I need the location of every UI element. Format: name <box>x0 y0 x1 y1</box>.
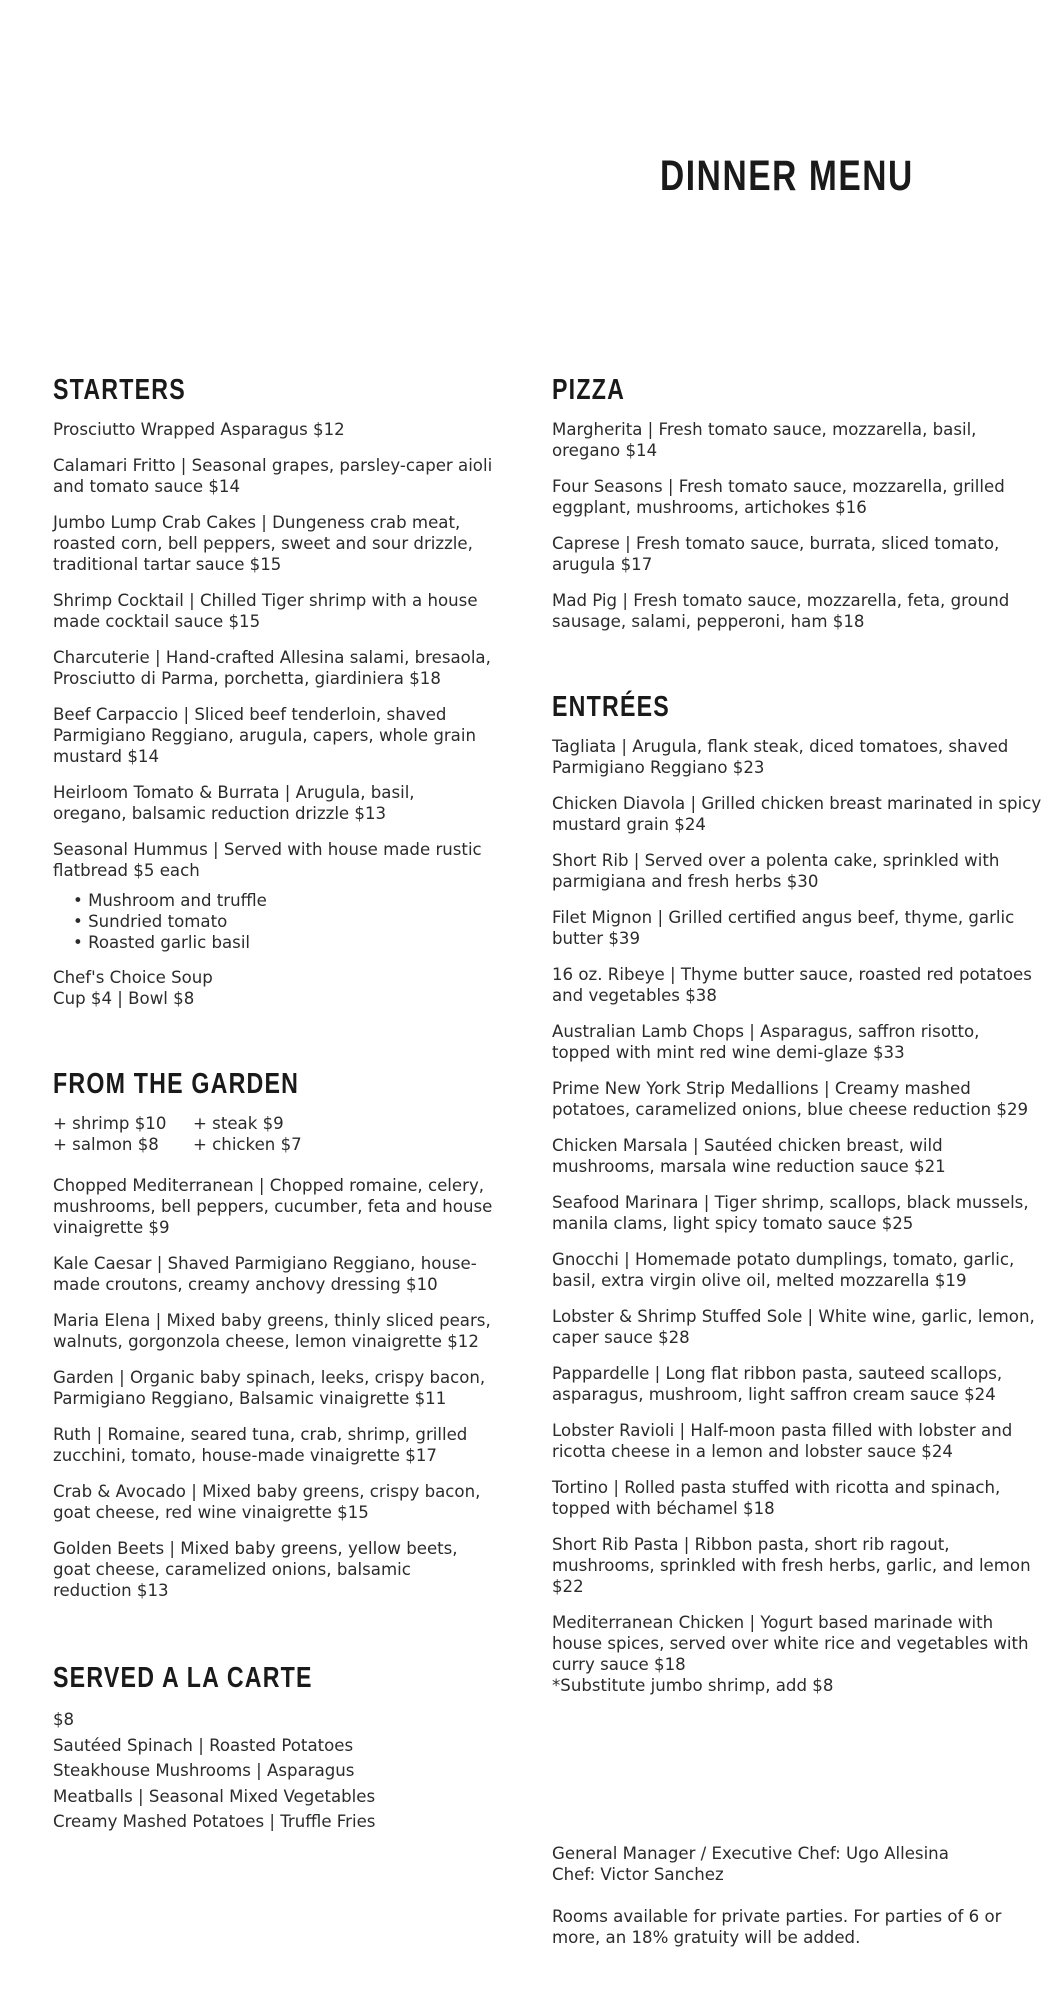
hummus-option: • Roasted garlic basil <box>73 932 493 953</box>
item-separator: | <box>649 1364 666 1383</box>
menu-item <box>53 512 493 575</box>
menu-item <box>53 1538 493 1601</box>
item-description: White wine, garlic, lemon, caper sauce $28 <box>552 1307 1035 1347</box>
item-description: Half-moon pasta filled with lobster and ricotta cheese in a lemon and lobster sauce $24 <box>552 1421 1013 1461</box>
item-description: Rolled pasta stuffed with ricotta and spinach, topped with béchamel $18 <box>552 1478 1001 1518</box>
item-name: Four Seasons <box>552 477 663 496</box>
item-name: Maria Elena <box>53 1311 151 1330</box>
menu-item <box>552 533 1042 575</box>
menu-item <box>53 647 493 689</box>
item-description: Mixed baby greens, yellow beets, goat cheese, caramelized onions, balsamic reduction $13 <box>53 1539 458 1600</box>
addon-item: + salmon $8 <box>53 1135 159 1154</box>
item-name: Seafood Marinara <box>552 1193 699 1212</box>
alacarte-line: Steakhouse Mushrooms | Asparagus <box>53 1761 355 1780</box>
item-description: Mixed baby greens, crispy bacon, goat cheese, red wine vinaigrette $15 <box>53 1482 481 1522</box>
item-separator: | <box>802 1307 819 1326</box>
item-separator: | <box>183 591 200 610</box>
item-name: Chopped Mediterranean <box>53 1176 254 1195</box>
item-name: Tortino <box>552 1478 609 1497</box>
item-name: Filet Mignon <box>552 908 653 927</box>
item-separator: | <box>642 420 659 439</box>
menu-item <box>552 1612 1042 1675</box>
alacarte-line: Sautéed Spinach | Roasted Potatoes <box>53 1735 354 1755</box>
menu-item <box>552 1249 1042 1291</box>
garden-list <box>53 1175 493 1601</box>
menu-item <box>552 793 1042 835</box>
item-separator: | <box>164 1539 181 1558</box>
item-separator: | <box>678 1535 695 1554</box>
item-name: Pappardelle <box>552 1364 650 1383</box>
item-separator: | <box>616 737 633 756</box>
item-separator: | <box>207 840 224 859</box>
menu-item <box>552 1363 1042 1405</box>
menu-item <box>552 964 1042 1006</box>
item-name: Charcuterie <box>53 648 150 667</box>
item-description: Mixed baby greens, thinly sliced pears, walnuts, gorgonzola cheese, lemon vinaigrette $12 <box>53 1311 491 1351</box>
item-name: Margherita <box>552 420 643 439</box>
menu-item <box>53 1481 493 1523</box>
menu-item <box>552 1534 1042 1597</box>
menu-item <box>552 1192 1042 1234</box>
item-name: Lobster & Shrimp Stuffed Sole <box>552 1307 803 1326</box>
right-column <box>552 374 1042 1711</box>
alacarte-line: Meatballs | Seasonal Mixed Vegetables <box>53 1786 376 1806</box>
item-separator: | <box>608 1478 625 1497</box>
item-separator: | <box>685 794 702 813</box>
left-column <box>53 374 493 1835</box>
item-name: Garden <box>53 1368 114 1387</box>
item-description: Arugula, flank steak, diced tomatoes, shaved Parmigiano Reggiano $23 <box>552 737 1009 777</box>
item-description: Romaine, seared tuna, crab, shrimp, grilled zucchini, tomato, house-made vinaigrette $17 <box>53 1425 468 1465</box>
item-separator: | <box>256 513 273 532</box>
item-description: Creamy mashed potatoes, caramelized onions, blue cheese reduction $29 <box>552 1079 1029 1119</box>
item-separator: | <box>113 1368 130 1387</box>
item-description: Chilled Tiger shrimp with a house made cocktail sauce $15 <box>53 591 478 631</box>
item-name: Short Rib <box>552 851 629 870</box>
item-name: Caprese <box>552 534 620 553</box>
item-description: Long flat ribbon pasta, sauteed scallops, asparagus, mushroom, light saffron cream sauce $24 <box>552 1364 1003 1404</box>
item-name: Kale Caesar <box>53 1254 152 1273</box>
item-separator: | <box>91 1425 108 1444</box>
item-description: Served with house made rustic flatbread $5 each <box>53 840 482 880</box>
menu-item <box>552 1078 1042 1120</box>
menu-item <box>53 1367 493 1409</box>
menu-item <box>53 782 493 824</box>
item-description: Arugula, basil, oregano, balsamic reduction drizzle $13 <box>53 783 415 823</box>
item-description: Served over a polenta cake, sprinkled with parmigiana and fresh herbs $30 <box>552 851 1000 891</box>
item-name: Crab & Avocado <box>53 1482 186 1501</box>
item-description: Grilled chicken breast marinated in spicy mustard grain $24 <box>552 794 1042 834</box>
alacarte-price: $8 <box>53 1710 75 1729</box>
item-separator: | <box>150 1311 167 1330</box>
alacarte-line: Creamy Mashed Potatoes | Truffle Fries <box>53 1812 376 1831</box>
menu-item <box>552 1420 1042 1462</box>
item-description: Organic baby spinach, leeks, crispy bacon, Parmigiano Reggiano, Balsamic vinaigrette $11 <box>53 1368 486 1408</box>
item-name: Australian Lamb Chops <box>552 1022 745 1041</box>
item-separator: | <box>664 965 681 984</box>
item-name: Mediterranean Chicken <box>552 1613 745 1632</box>
menu-item <box>552 736 1042 778</box>
item-separator: | <box>744 1613 761 1632</box>
menu-item <box>53 455 493 497</box>
item-separator: | <box>279 783 296 802</box>
item-separator: | <box>617 591 634 610</box>
item-separator: | <box>818 1079 835 1098</box>
entrees-list <box>552 736 1042 1675</box>
hummus-option: • Mushroom and truffle <box>73 890 493 911</box>
item-description: Ribbon pasta, short rib ragout, mushrooms, sprinkled with fresh herbs, garlic, and lemon $22 <box>552 1535 1031 1596</box>
menu-item <box>552 1135 1042 1177</box>
menu-item <box>53 1175 493 1238</box>
menu-item <box>552 1477 1042 1519</box>
addon-item: + steak $9 <box>193 1114 284 1133</box>
item-separator: | <box>185 1482 203 1501</box>
item-description: Yogurt based marinade with house spices, served over white rice and vegetables with curry sauce $18 <box>552 1613 1029 1674</box>
item-description: Homemade potato dumplings, tomato, garlic, basil, extra virgin olive oil, melted mozzarella $19 <box>552 1250 1015 1290</box>
staff-line: Chef: Victor Sanchez <box>552 1865 724 1884</box>
item-separator: | <box>175 456 192 475</box>
menu-item <box>552 907 1042 949</box>
substitute-note: *Substitute jumbo shrimp, add $8 <box>552 1676 834 1695</box>
item-separator: | <box>253 1176 270 1195</box>
menu-item <box>53 1424 493 1466</box>
item-description: Fresh tomato sauce, mozzarella, feta, ground sausage, salami, pepperoni, ham $18 <box>552 591 1010 631</box>
menu-item <box>552 590 1042 632</box>
hummus-options-list <box>53 890 493 953</box>
item-separator: | <box>618 1250 636 1269</box>
item-description: Asparagus, saffron risotto, topped with mint red wine demi-glaze $33 <box>552 1022 980 1062</box>
menu-item <box>53 704 493 767</box>
starters-heading: STARTERS <box>53 374 186 406</box>
pizza-heading: PIZZA <box>552 374 626 406</box>
item-name: Jumbo Lump Crab Cakes <box>53 513 256 532</box>
soup-name: Chef's Choice Soup <box>53 968 213 987</box>
item-description: Seasonal grapes, parsley-caper aioli and tomato sauce $14 <box>53 456 493 496</box>
item-description: Thyme butter sauce, roasted red potatoes and vegetables $38 <box>552 965 1032 1005</box>
menu-item <box>53 839 493 881</box>
hummus-option: • Sundried tomato <box>73 911 493 932</box>
item-name: Lobster Ravioli <box>552 1421 675 1440</box>
item-separator: | <box>698 1193 715 1212</box>
menu-item <box>53 1310 493 1352</box>
menu-item <box>552 419 1042 461</box>
item-name: Seasonal Hummus <box>53 840 208 859</box>
menu-item-soup <box>53 967 493 1009</box>
item-name: Short Rib Pasta <box>552 1535 679 1554</box>
item-name: Prosciutto Wrapped Asparagus $12 <box>53 420 345 439</box>
item-name: Beef Carpaccio <box>53 705 179 724</box>
item-description: Shaved Parmigiano Reggiano, house-made croutons, creamy anchovy dressing $10 <box>53 1254 477 1294</box>
gratuity-note: Rooms available for private parties. For parties of 6 or more, an 18% gratuity will be added. <box>552 1907 1002 1947</box>
menu-item <box>552 850 1042 892</box>
menu-item <box>53 419 493 440</box>
item-name: Shrimp Cocktail <box>53 591 184 610</box>
item-name: Tagliata <box>552 737 617 756</box>
menu-item <box>552 1306 1042 1348</box>
item-name: Chicken Marsala <box>552 1136 688 1155</box>
item-separator: | <box>151 1254 168 1273</box>
starters-list <box>53 419 493 881</box>
item-description: Fresh tomato sauce, mozzarella, basil, oregano $14 <box>552 420 977 460</box>
item-separator: | <box>687 1136 704 1155</box>
soup-price: Cup $4 | Bowl $8 <box>53 989 195 1008</box>
menu-item <box>53 1253 493 1295</box>
item-description: Fresh tomato sauce, mozzarella, grilled eggplant, mushrooms, artichokes $16 <box>552 477 1005 517</box>
item-name: Gnocchi <box>552 1250 619 1269</box>
garden-heading: FROM THE GARDEN <box>53 1068 300 1100</box>
item-description: Fresh tomato sauce, burrata, sliced tomato, arugula $17 <box>552 534 1000 574</box>
item-description: Dungeness crab meat, roasted corn, bell peppers, sweet and sour drizzle, traditional tartar sauce $15 <box>53 513 473 574</box>
item-description: Hand-crafted Allesina salami, bresaola, Prosciutto di Parma, porchetta, giardiniera $18 <box>53 648 491 688</box>
item-name: Heirloom Tomato & Burrata <box>53 783 280 802</box>
item-description: Sliced beef tenderloin, shaved Parmigiano Reggiano, arugula, capers, whole grain mustard $14 <box>53 705 476 766</box>
staff-credits <box>552 1843 1042 1885</box>
addon-item: + shrimp $10 <box>53 1114 167 1133</box>
pizza-list <box>552 419 1042 632</box>
item-separator: | <box>628 851 645 870</box>
menu-item <box>53 590 493 632</box>
item-name: 16 oz. Ribeye <box>552 965 665 984</box>
item-separator: | <box>662 477 679 496</box>
entrees-heading: ENTRÉES <box>552 691 670 723</box>
item-name: Prime New York Strip Medallions <box>552 1079 819 1098</box>
item-separator: | <box>149 648 166 667</box>
addon-item: + chicken $7 <box>193 1135 302 1154</box>
item-name: Calamari Fritto <box>53 456 176 475</box>
item-separator: | <box>674 1421 691 1440</box>
staff-line: General Manager / Executive Chef: Ugo Allesina <box>552 1844 949 1863</box>
alacarte-heading: SERVED A LA CARTE <box>53 1662 313 1694</box>
item-separator: | <box>178 705 195 724</box>
item-description: Chopped romaine, celery, mushrooms, bell peppers, cucumber, feta and house vinaigrette $9 <box>53 1176 493 1237</box>
page-title: DINNER MENU <box>660 152 914 200</box>
item-description: Tiger shrimp, scallops, black mussels, manila clams, light spicy tomato sauce $25 <box>552 1193 1029 1233</box>
salad-addons <box>53 1113 493 1155</box>
item-description: Sautéed chicken breast, wild mushrooms, marsala wine reduction sauce $21 <box>552 1136 946 1176</box>
menu-item <box>552 1021 1042 1063</box>
item-name: Chicken Diavola <box>552 794 686 813</box>
item-name: Mad Pig <box>552 591 618 610</box>
item-description: Grilled certified angus beef, thyme, garlic butter $39 <box>552 908 1015 948</box>
item-name: Golden Beets <box>53 1539 165 1558</box>
menu-item <box>552 476 1042 518</box>
item-name: Ruth <box>53 1425 92 1444</box>
item-separator: | <box>652 908 669 927</box>
item-separator: | <box>744 1022 761 1041</box>
item-separator: | <box>619 534 636 553</box>
